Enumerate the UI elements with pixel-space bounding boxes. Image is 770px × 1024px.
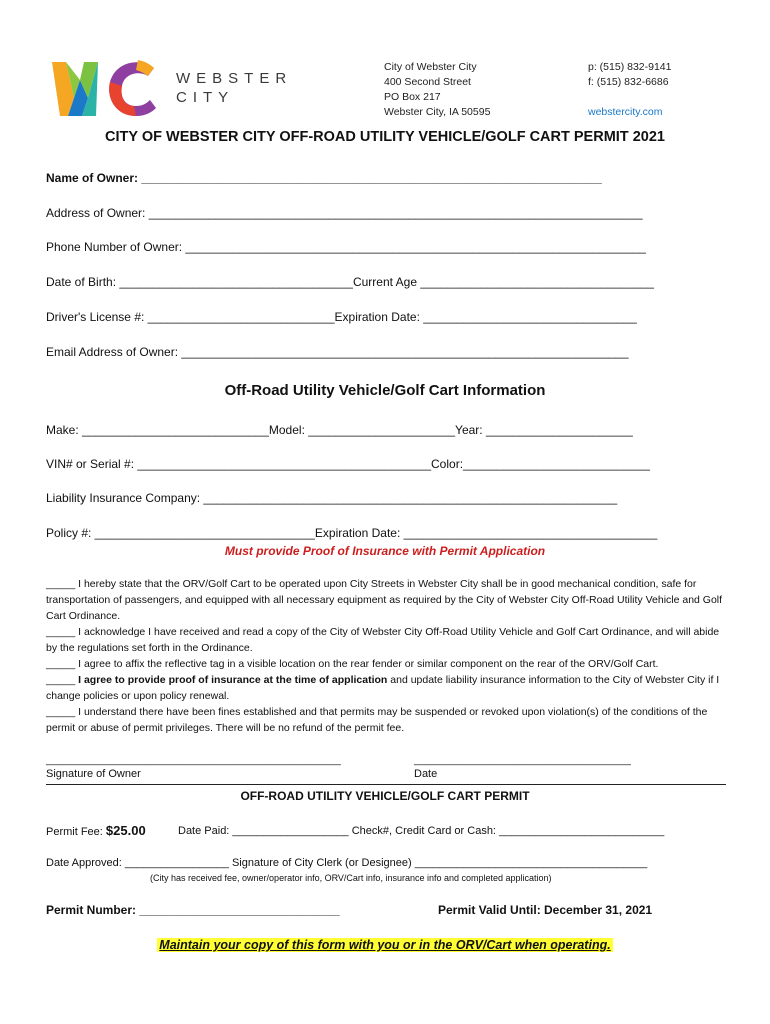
statement-insurance bbox=[46, 672, 726, 704]
make-model-year-field[interactable]: Make: ____________________________Model: ______________________Year: ______________________ bbox=[46, 423, 633, 437]
address-line: 400 Second Street bbox=[384, 76, 471, 88]
footer-note bbox=[0, 936, 770, 954]
signature-date-label: Date bbox=[414, 768, 438, 780]
phone-number: p: (515) 832-9141 bbox=[588, 61, 672, 73]
address-line: PO Box 217 bbox=[384, 91, 441, 103]
permit-fee-value: $25.00 bbox=[105, 823, 146, 838]
insurance-company-field[interactable]: Liability Insurance Company: ______________________________________________________________ bbox=[46, 491, 618, 505]
logo-text-webster: WEBSTER bbox=[176, 70, 293, 87]
signature-line[interactable]: _____________________________________________________ bbox=[46, 755, 341, 766]
logo-text-city: CITY bbox=[176, 89, 235, 106]
page-title: CITY OF WEBSTER CITY OFF-ROAD UTILITY VEHICLE/GOLF CART PERMIT 2021 bbox=[105, 129, 665, 145]
office-note: (City has received fee, owner/operator info, ORV/Cart info, insurance info and completed application) bbox=[150, 873, 552, 883]
signature-owner-label: Signature of Owner bbox=[46, 768, 141, 780]
owner-phone-field[interactable]: Phone Number of Owner: _____________________________________________________________________ bbox=[46, 240, 646, 254]
statement-insurance-initials: _____ bbox=[46, 674, 79, 686]
vin-color-field[interactable]: VIN# or Serial #: ____________________________________________Color:____________________________ bbox=[46, 457, 650, 471]
dob-age-field[interactable]: Date of Birth: ___________________________________Current Age ___________________________________ bbox=[46, 275, 654, 289]
date-line[interactable]: _______________________________________ bbox=[414, 755, 631, 766]
date-paid-field[interactable]: Date Paid: ___________________ Check#, Credit Card or Cash: ___________________________ bbox=[178, 825, 665, 837]
footer-highlight: Maintain your copy of this form with you or in the ORV/Cart when operating. bbox=[159, 938, 611, 952]
statement-reflective-tag: _____ I agree to affix the reflective tag in a visible location on the rear fender or similar component on the rear of the ORV/Golf Cart. bbox=[46, 658, 659, 670]
permit-number-field[interactable]: Permit Number: ______________________________ bbox=[46, 903, 340, 917]
office-section-title: OFF-ROAD UTILITY VEHICLE/GOLF CART PERMIT bbox=[240, 789, 530, 803]
owner-name-field[interactable]: Name of Owner: _____________________________________________________________________ bbox=[46, 171, 602, 185]
address-line: City of Webster City bbox=[384, 61, 477, 73]
permit-fee bbox=[46, 823, 146, 838]
vehicle-section-title: Off-Road Utility Vehicle/Golf Cart Information bbox=[224, 382, 546, 399]
statements bbox=[46, 576, 726, 736]
statement-fines: _____ I understand there have been fines established and that permits may be suspended or revoked upon violation(s) of the conditions of the permit or abuse of permit privileges. There will be no refund of the permit fee. bbox=[46, 706, 708, 734]
statement-ordinance: _____ I acknowledge I have received and read a copy of the City of Webster City Off-Road Utility Vehicle and Golf Cart Ordinance, and will abide by the regulations set forth in the Ordinance. bbox=[46, 626, 720, 654]
office-divider bbox=[46, 784, 726, 785]
statement-insurance-rest: and update liability insurance information to the City of Webster City if I change policies or upon policy renewal. bbox=[46, 674, 720, 702]
fax-number: f: (515) 832-6686 bbox=[588, 76, 669, 88]
city-contact bbox=[588, 60, 671, 120]
website-link[interactable]: webstercity.com bbox=[588, 106, 663, 118]
city-logo bbox=[50, 58, 162, 120]
proof-of-insurance-note: Must provide Proof of Insurance with Permit Application bbox=[224, 544, 546, 558]
date-approved-field[interactable]: Date Approved: _________________ Signature of City Clerk (or Designee) ______________________________________ bbox=[46, 857, 648, 869]
permit-valid-until: Permit Valid Until: December 31, 2021 bbox=[438, 903, 653, 917]
owner-email-field[interactable]: Email Address of Owner: ___________________________________________________________________ bbox=[46, 345, 629, 359]
owner-address-field[interactable]: Address of Owner: __________________________________________________________________________ bbox=[46, 206, 643, 220]
statement-condition: _____ I hereby state that the ORV/Golf Cart to be operated upon City Streets in Webster City shall be in good mechanical condition, safe for transportation of passengers, and equipped with all necessary equipment as required by the City of Webster City Off-Road Utility Vehicle and Golf Cart Ordinance. bbox=[46, 578, 723, 622]
address-line: Webster City, IA 50595 bbox=[384, 106, 491, 118]
statement-insurance-bold: I agree to provide proof of insurance at the time of application bbox=[78, 674, 388, 686]
policy-field[interactable]: Policy #: _________________________________Expiration Date: ______________________________________ bbox=[46, 526, 658, 540]
permit-fee-label: Permit Fee: bbox=[46, 826, 103, 838]
license-field[interactable]: Driver's License #: ____________________________Expiration Date: ________________________________ bbox=[46, 310, 637, 324]
wc-logo-mark bbox=[50, 58, 162, 120]
city-address bbox=[384, 60, 490, 120]
